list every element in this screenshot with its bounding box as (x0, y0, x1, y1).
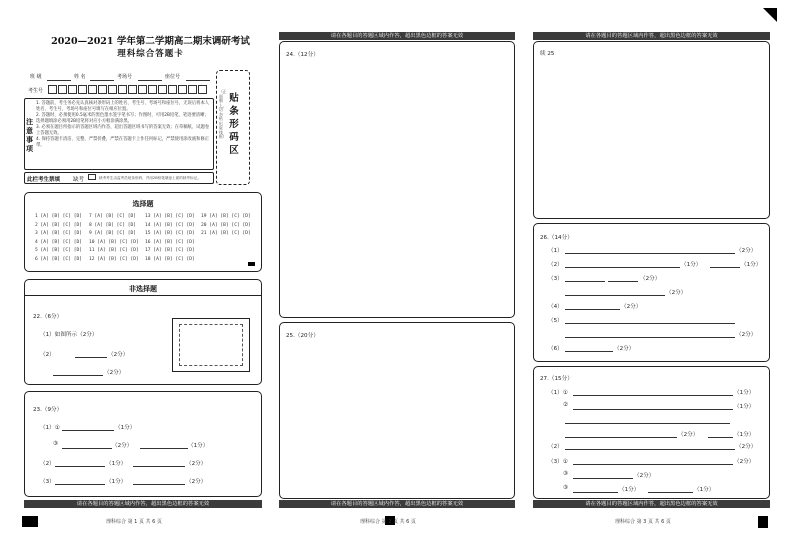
choice-row[interactable]: 8 [A] [B] [C] [D] (89, 222, 137, 228)
choice-row[interactable]: 21 [A] [B] [C] [D] (201, 231, 251, 237)
q23-row3-label: （2） (40, 461, 55, 467)
q27-row1-score: （1分） (734, 390, 755, 396)
q25-continued-section (533, 41, 770, 219)
q26-row1-label: （1） (548, 248, 563, 254)
q23-blank[interactable] (133, 484, 185, 485)
exam-no-label: 考生号 (28, 88, 44, 94)
q27-label: 27.（15分） (540, 376, 573, 382)
q26-row3-score: （2分） (640, 276, 661, 282)
choice-row[interactable]: 7 [A] [B] [C] [D] (89, 214, 137, 219)
q27-blank[interactable] (565, 437, 677, 438)
seat-label: 座位号 (165, 74, 181, 80)
q26-blank[interactable] (565, 323, 735, 324)
q22-blank-2[interactable] (53, 375, 103, 376)
note-item: 4. 保持答题卡清洁、完整，严禁折叠，严禁在答题卡上作任何标记，严禁使用涂改液和修正带。 (36, 137, 210, 148)
q27-row2-score2: （2分） (678, 432, 699, 438)
q27-row3-label: （2） (548, 444, 563, 450)
q26-row2-score: （1分） (681, 262, 702, 268)
warning-bar-col2-top: 请在各题目的答题区域内作答，超出黑色边框的答案无效 (279, 32, 515, 40)
q26-blank[interactable] (710, 267, 740, 268)
q22-blank-1[interactable] (75, 357, 107, 358)
choice-title: 选择题 (132, 200, 154, 208)
q27-blank[interactable] (573, 478, 633, 479)
q23-row4-score: （1分） (106, 479, 127, 485)
q23-row4-label: （3） (40, 479, 55, 485)
choice-row[interactable]: 14 [A] [B] [C] [D] (145, 222, 195, 228)
q23-row2-score2: （1分） (188, 443, 209, 449)
q23-label: 23.（9分） (33, 407, 63, 413)
q27-row2-score3: （1分） (734, 432, 755, 438)
note-item: 2. 答题时，必须使用0.5毫米的黑色墨水签字笔书写；作图时，可用2B铅笔，笔迹要清晰；选择题填涂必须用2B铅笔将对应小方框涂满涂黑。 (36, 113, 209, 124)
q27-blank[interactable] (573, 409, 733, 410)
absent-box-label: 缺考 (73, 177, 85, 183)
q26-row4-label: （4） (548, 304, 563, 310)
choice-row[interactable]: 17 [A] [B] [C] [D] (145, 248, 195, 254)
q24-section (279, 41, 515, 318)
room-label: 考场号 (117, 74, 133, 80)
choice-column-4[interactable] (201, 213, 251, 239)
q23-row2-label: ③ (53, 441, 59, 447)
q23-blank[interactable] (55, 466, 105, 467)
q27-row2-label: ② (563, 402, 569, 408)
q26-row1-score: （2分） (736, 248, 757, 254)
q23-row3-score: （1分） (106, 461, 127, 467)
q26-row2-label: （2） (548, 262, 563, 268)
q26-row6-score: （2分） (614, 346, 635, 352)
warning-bar-col3-top: 请在各题目的答题区域内作答，超出黑色边框的答案无效 (533, 32, 770, 40)
q27-row6-label: ③ (563, 485, 569, 491)
warning-bar-col1: 请在各题目的答题区域内作答，超出黑色边框的答案无效 (24, 500, 262, 508)
q27-row4-label: （3）① (548, 459, 568, 465)
q24-label: 24.（12分） (286, 52, 319, 58)
q27-row5-score: （2分） (634, 473, 655, 479)
nonchoice-title: 非选择题 (129, 285, 157, 293)
registration-mark-bottom-right (758, 516, 768, 528)
choice-column-1[interactable] (35, 213, 82, 265)
choice-column-2[interactable] (89, 213, 139, 265)
q26-row5-score: （2分） (736, 332, 757, 338)
q26-blank[interactable] (565, 295, 665, 296)
exam-no-grid[interactable] (48, 85, 208, 95)
q26-blank[interactable] (565, 281, 605, 282)
choice-row[interactable]: 15 [A] [B] [C] [D] (145, 231, 195, 237)
q22-label: 22.（6分） (33, 314, 63, 320)
q26-row2-score2: （1分） (741, 262, 762, 268)
q26-blank[interactable] (608, 281, 638, 282)
q26-blank[interactable] (565, 309, 620, 310)
exam-title: 2020—2021 学年第二学期高二期末调研考试 (51, 36, 250, 47)
choice-row[interactable]: 19 [A] [B] [C] [D] (201, 214, 251, 219)
q23-row1-label: （1）① (40, 425, 60, 431)
warning-bar-col2-bottom: 请在各题目的答题区域内作答，超出黑色边框的答案无效 (279, 500, 515, 508)
q22-part2: （2） (40, 352, 55, 358)
q25-section (279, 322, 515, 499)
choice-row[interactable]: 4 [A] [B] [C] [D] (35, 239, 83, 245)
nonchoice-divider (24, 295, 262, 296)
warning-bar-col3-bottom: 请在各题目的答题区域内作答，超出黑色边框的答案无效 (533, 500, 770, 508)
q25-label: 25.（20分） (286, 333, 319, 339)
q27-blank[interactable] (565, 423, 730, 424)
q25-continued-label: 续 25 (540, 51, 555, 57)
choice-row[interactable]: 9 [A] [B] [C] [D] (89, 231, 137, 237)
q26-blank[interactable] (565, 337, 735, 338)
class-label: 班 级 (30, 74, 42, 80)
choice-row[interactable]: 10 [A] [B] [C] [D] (89, 239, 139, 245)
registration-mark-top-right (763, 8, 777, 22)
q26-row3-label: （3） (548, 276, 563, 282)
q27-row4-score: （2分） (734, 459, 755, 465)
page-footer-2: 理科综合 第 2 页 共 6 页 (360, 519, 416, 525)
q26-blank[interactable] (565, 351, 613, 352)
q26-row6-label: （6） (548, 346, 563, 352)
page-footer-1: 理科综合 第 1 页 共 6 页 (106, 519, 162, 525)
q23-row2-score: （2分） (112, 443, 133, 449)
choice-timing-mark (248, 262, 255, 266)
choice-row[interactable]: 20 [A] [B] [C] [D] (201, 222, 251, 228)
q26-blank[interactable] (565, 267, 680, 268)
page-footer-3: 理科综合 第 3 页 共 6 页 (615, 519, 671, 525)
q23-blank[interactable] (55, 484, 105, 485)
q26-section (533, 223, 770, 362)
absent-note: 缺考考生由监考员贴条形码，并用2B铅笔填涂上面的缺考标记。 (99, 176, 201, 180)
q26-row3-score2: （2分） (666, 290, 687, 296)
q27-blank[interactable] (573, 395, 733, 396)
q27-blank[interactable] (573, 492, 618, 493)
name-field[interactable] (90, 80, 114, 81)
q22-part1: （1）如图所示（2分） (40, 332, 98, 338)
q27-row6-score: （1分） (619, 487, 640, 493)
q23-blank[interactable] (62, 448, 112, 449)
choice-row[interactable]: 12 [A] [B] [C] [D] (89, 256, 139, 262)
choice-row[interactable]: 6 [A] [B] [C] [D] (35, 256, 83, 262)
card-subtitle: 理科综合答题卡 (117, 49, 184, 59)
q26-label: 26.（14分） (540, 235, 573, 241)
note-item: 3. 必须在题目所指示的答题区域内作答，超出答题区域书写的答案无效；在草稿纸、试题卷上答题无效。 (36, 125, 210, 136)
q27-row5-label: ③ (563, 471, 569, 477)
note-item: 1. 答题前，考生务必先认真核对条形码上的姓名、考生号、考场号和座位号，无误后将本人姓名、考生号、考场号和座位号填写在相应位置。 (36, 101, 210, 112)
absent-label: 此栏考生禁填 (27, 177, 61, 183)
name-label: 姓 名 (74, 74, 86, 80)
choice-row[interactable]: 13 [A] [B] [C] [D] (145, 214, 195, 219)
q22-score-2: （2分） (108, 352, 129, 358)
seat-field[interactable] (186, 80, 210, 81)
q27-blank[interactable] (708, 437, 733, 438)
choice-row[interactable]: 1 [A] [B] [C] [D] (35, 214, 83, 219)
choice-column-3[interactable] (145, 213, 195, 265)
q27-row2-score: （1分） (734, 404, 755, 410)
q26-blank[interactable] (565, 253, 735, 254)
q27-row3-score: （2分） (736, 444, 757, 450)
q26-row4-score: （2分） (621, 304, 642, 310)
class-field[interactable] (47, 80, 71, 81)
q23-row1-score: （1分） (115, 425, 136, 431)
absent-checkbox[interactable] (88, 174, 96, 180)
choice-row[interactable]: 5 [A] [B] [C] [D] (35, 248, 83, 254)
q23-row4-score2: （2分） (186, 479, 207, 485)
notes-label: 注意事项 (26, 118, 33, 153)
q22-drawing-box[interactable] (172, 318, 250, 372)
q23-blank[interactable] (62, 430, 114, 431)
choice-row[interactable]: 11 [A] [B] [C] [D] (89, 248, 139, 254)
choice-row[interactable]: 18 [A] [B] [C] [D] (145, 256, 195, 262)
q23-row3-score2: （2分） (186, 461, 207, 467)
choice-row[interactable]: 3 [A] [B] [C] [D] (35, 231, 83, 237)
barcode-label: 贴条形码区 (229, 93, 239, 156)
q22-score-3: （2分） (104, 370, 125, 376)
choice-row[interactable]: 2 [A] [B] [C] [D] (35, 222, 83, 228)
choice-row[interactable]: 16 [A] [B] [C] [D] (145, 239, 195, 245)
q27-blank[interactable] (648, 492, 693, 493)
q27-blank[interactable] (573, 464, 733, 465)
q26-row5-label: （5） (548, 318, 563, 324)
room-field[interactable] (138, 80, 162, 81)
q23-blank[interactable] (140, 448, 188, 449)
q27-row6-score2: （1分） (694, 487, 715, 493)
registration-mark-bottom-left (22, 516, 38, 527)
q23-blank[interactable] (133, 466, 185, 467)
q27-row1-label: （1）① (548, 390, 568, 396)
barcode-side-note: （正面朝上，切勿贴出虚线框） (219, 89, 227, 139)
q27-blank[interactable] (565, 449, 735, 450)
